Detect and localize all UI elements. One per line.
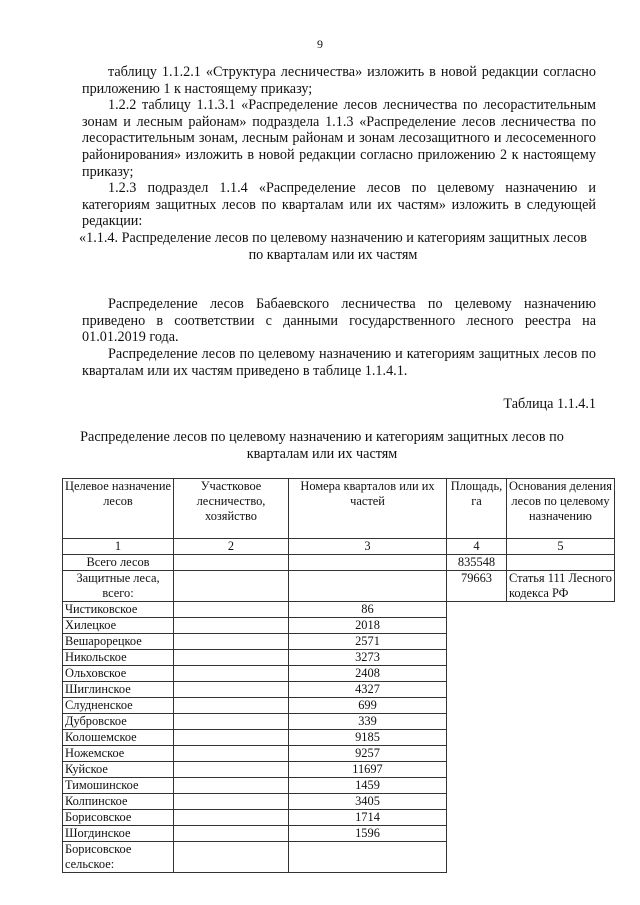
total-value: 835548 xyxy=(447,555,507,571)
table-row xyxy=(63,730,615,746)
table-row xyxy=(63,571,615,602)
quarters-cell xyxy=(174,762,289,778)
basis-cell: Статья 111 Лесного кодекса РФ xyxy=(507,571,615,602)
forestry-name: Колпинское xyxy=(63,794,174,810)
header-cell: Номера кварталов или их частей xyxy=(289,479,447,539)
area-value: 2571 xyxy=(289,634,447,650)
area-value: 1596 xyxy=(289,826,447,842)
table-row xyxy=(63,618,615,634)
quarters-cell xyxy=(174,778,289,794)
area-value: 3405 xyxy=(289,794,447,810)
area-value: 1459 xyxy=(289,778,447,794)
table-row xyxy=(63,602,615,618)
column-number: 1 xyxy=(63,539,174,555)
table-row xyxy=(63,762,615,778)
column-number: 5 xyxy=(507,539,615,555)
forestry-name: Борисовское сельское: xyxy=(63,842,174,873)
paragraph: Распределение лесов по целевому назначению и категориям защитных лесов по кварталам или их частям приведено в таблице 1.1.4.1. xyxy=(82,345,596,379)
area-value xyxy=(289,842,447,873)
column-number: 3 xyxy=(289,539,447,555)
header-cell: Целевое назначение лесов xyxy=(63,479,174,539)
forestry-name: Шогдинское xyxy=(63,826,174,842)
forestry-name: Ольховское xyxy=(63,666,174,682)
quarters-cell xyxy=(174,698,289,714)
quarters-cell xyxy=(174,730,289,746)
section-heading: «1.1.4. Распределение лесов по целевому назначению и категориям защитных лесов по кварталам или их частям xyxy=(79,229,587,263)
table-row xyxy=(63,778,615,794)
area-value: 339 xyxy=(289,714,447,730)
area-value: 9185 xyxy=(289,730,447,746)
quarters-cell xyxy=(174,650,289,666)
table-row xyxy=(63,842,615,873)
table-title: Распределение лесов по целевому назначению и категориям защитных лесов по кварталам или их частям xyxy=(80,429,564,462)
table-row xyxy=(63,794,615,810)
forest-distribution-table xyxy=(62,478,615,873)
table-row xyxy=(63,698,615,714)
total-label: Всего лесов xyxy=(63,555,174,571)
page-number: 9 xyxy=(317,37,323,51)
forestry-name: Куйское xyxy=(63,762,174,778)
table-row xyxy=(63,666,615,682)
area-value: 2018 xyxy=(289,618,447,634)
area-value: 86 xyxy=(289,602,447,618)
forestry-name: Колошемское xyxy=(63,730,174,746)
paragraph: таблицу 1.1.2.1 «Структура лесничества» изложить в новой редакции согласно приложению 1 к настоящему приказу; xyxy=(82,64,596,97)
quarters-cell xyxy=(174,842,289,873)
header-cell: Основания деления лесов по целевому назначению xyxy=(507,479,615,539)
table-row xyxy=(63,746,615,762)
paragraph: 1.2.2 таблицу 1.1.3.1 «Распределение лесов лесничества по лесорастительным зонам и лесным районам» подраздела 1.1.3 «Распределение лесов лесничества по лесорастительным зонам, лесным районам и зонам лесозащитного и лесосеменного районирования» изложить в новой редакции согласно приложению 2 к настоящему приказу; xyxy=(82,97,596,180)
forestry-name: Тимошинское xyxy=(63,778,174,794)
quarters-cell xyxy=(174,602,289,618)
area-value: 9257 xyxy=(289,746,447,762)
protective-value: 79663 xyxy=(447,571,507,602)
area-value: 2408 xyxy=(289,666,447,682)
table-row xyxy=(63,634,615,650)
area-value: 699 xyxy=(289,698,447,714)
forestry-name: Никольское xyxy=(63,650,174,666)
quarters-cell xyxy=(174,810,289,826)
quarters-cell xyxy=(174,746,289,762)
forestry-name: Дубровское xyxy=(63,714,174,730)
paragraph: Распределение лесов Бабаевского лесничества по целевому назначению приведено в соответствии с данными государственного лесного реестра на 01.01.2019 года. xyxy=(82,296,596,346)
forestry-name: Чистиковское xyxy=(63,602,174,618)
column-number-row xyxy=(63,539,615,555)
table-row xyxy=(63,682,615,698)
column-number: 2 xyxy=(174,539,289,555)
forestry-name: Вешарорецкое xyxy=(63,634,174,650)
area-value: 11697 xyxy=(289,762,447,778)
quarters-cell xyxy=(174,682,289,698)
quarters-cell xyxy=(174,714,289,730)
forestry-name: Слудненское xyxy=(63,698,174,714)
forestry-name: Шиглинское xyxy=(63,682,174,698)
area-value: 4327 xyxy=(289,682,447,698)
table-row xyxy=(63,714,615,730)
table-header-row xyxy=(63,479,615,539)
table-row xyxy=(63,555,615,571)
quarters-cell xyxy=(174,618,289,634)
table-label: Таблица 1.1.4.1 xyxy=(503,396,596,412)
table-row xyxy=(63,826,615,842)
document-body xyxy=(79,64,596,379)
forestry-name: Ножемское xyxy=(63,746,174,762)
forestry-name: Борисовское xyxy=(63,810,174,826)
header-cell: Площадь, га xyxy=(447,479,507,539)
quarters-cell xyxy=(174,634,289,650)
table-row xyxy=(63,650,615,666)
column-number: 4 xyxy=(447,539,507,555)
header-cell: Участковое лесничество, хозяйство xyxy=(174,479,289,539)
table-row xyxy=(63,810,615,826)
quarters-cell xyxy=(174,794,289,810)
forestry-name: Хилецкое xyxy=(63,618,174,634)
area-value: 3273 xyxy=(289,650,447,666)
quarters-cell xyxy=(174,826,289,842)
protective-label: Защитные леса, всего: xyxy=(63,571,174,602)
quarters-cell xyxy=(174,666,289,682)
area-value: 1714 xyxy=(289,810,447,826)
paragraph: 1.2.3 подраздел 1.1.4 «Распределение лесов по целевому назначению и категориям защитных лесов по кварталам или их частям» изложить в следующей редакции: xyxy=(82,180,596,230)
